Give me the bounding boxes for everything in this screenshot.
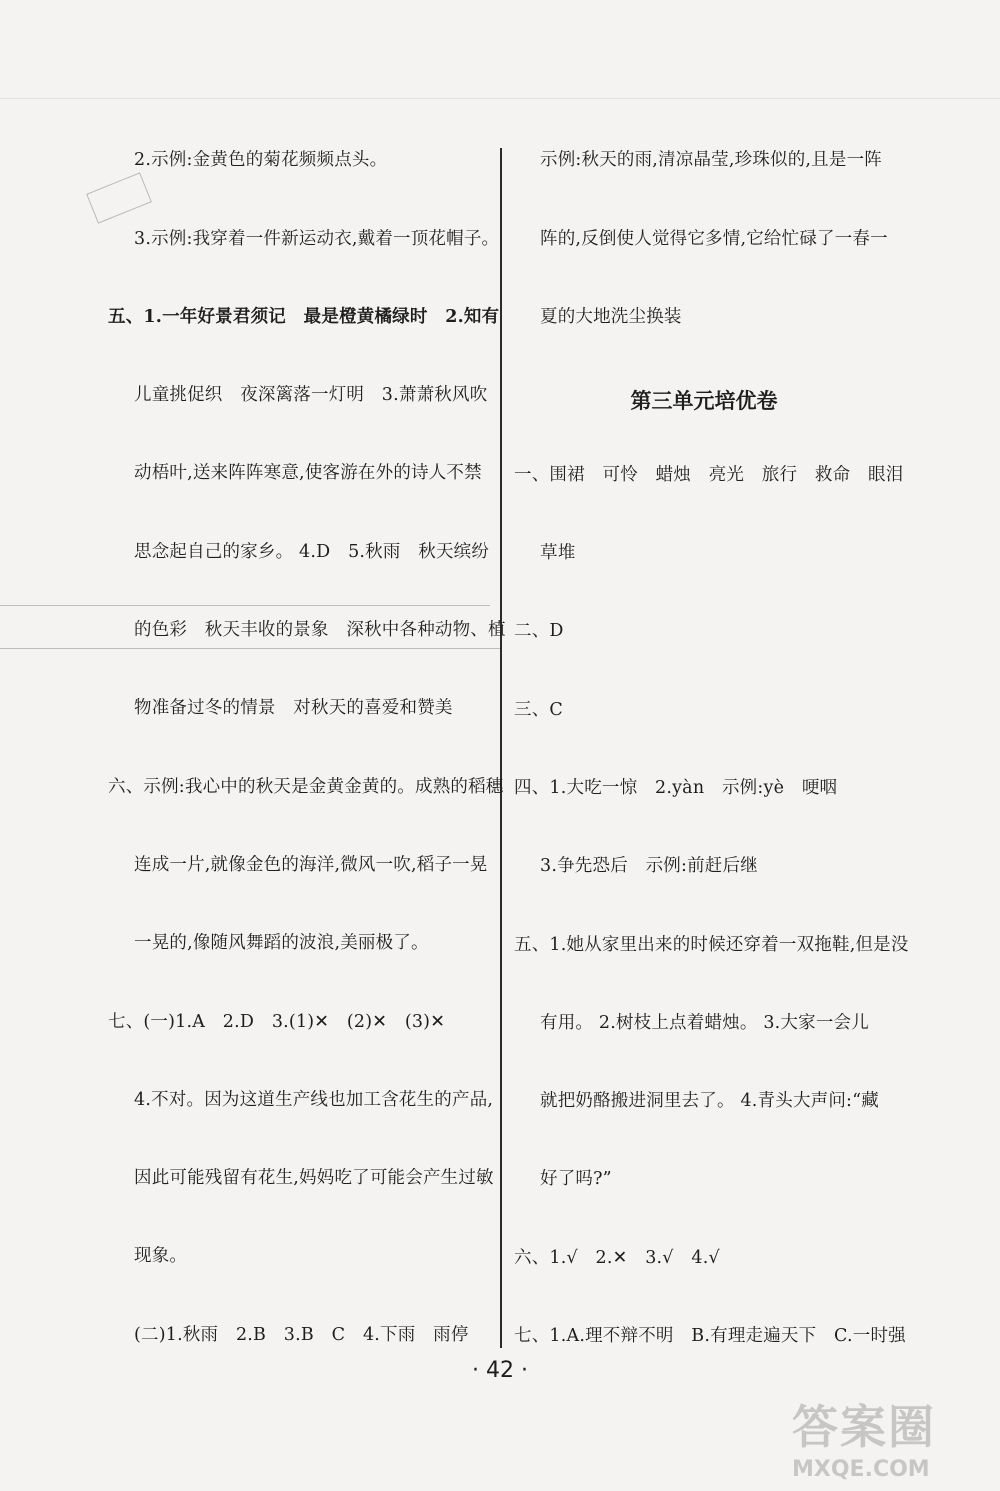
answer-line: 物准备过冬的情景 对秋天的喜爱和赞美 (134, 698, 453, 718)
watermark-url: MXQE.COM (792, 1457, 930, 1482)
answer-line: 一晃的,像随风舞蹈的波浪,美丽极了。 (134, 933, 429, 953)
page-number: · 42 · (472, 1358, 528, 1383)
answer-line: 儿童挑促织 夜深篱落一灯明 3.萧萧秋风吹 (134, 385, 488, 405)
answer-line: 好了吗?” (540, 1169, 612, 1189)
answer-line: 就把奶酪搬进洞里去了。 4.青头大声问:“藏 (540, 1091, 880, 1111)
answer-line: 思念起自己的家乡。 4.D 5.秋雨 秋天缤纷 (134, 542, 490, 562)
answer-line: 二、D (514, 621, 564, 641)
answer-line: 示例:秋天的雨,清凉晶莹,珍珠似的,且是一阵 (540, 150, 882, 170)
answer-line: 六、1.√ 2.✕ 3.√ 4.√ (514, 1248, 720, 1268)
answer-line: 五、1.她从家里出来的时候还穿着一双拖鞋,但是没 (514, 935, 909, 955)
answer-line: 3.争先恐后 示例:前赶后继 (540, 856, 758, 876)
scan-line (0, 98, 1000, 99)
answer-line: 连成一片,就像金色的海洋,微风一吹,稻子一晃 (134, 855, 488, 875)
answer-line: 七、(一)1.A 2.D 3.(1)✕ (2)✕ (3)✕ (108, 1012, 446, 1032)
watermark-logo (792, 1391, 982, 1481)
answer-line: 动梧叶,送来阵阵寒意,使客游在外的诗人不禁 (134, 463, 482, 483)
section-heading: 第三单元培优卷 (630, 389, 778, 413)
answer-line: 现象。 (134, 1246, 188, 1266)
stamp-mark (86, 172, 152, 223)
watermark-text: 答案圈 (792, 1400, 936, 1454)
answer-line: 六、示例:我心中的秋天是金黄金黄的。成熟的稻穗 (108, 777, 504, 797)
answer-line: 有用。 2.树枝上点着蜡烛。 3.大家一会儿 (540, 1013, 869, 1033)
answer-line: (二)1.秋雨 2.B 3.B C 4.下雨 雨停 (134, 1325, 469, 1345)
answer-line: 4.不对。因为这道生产线也加工含花生的产品, (134, 1090, 494, 1110)
answer-line: 因此可能残留有花生,妈妈吃了可能会产生过敏 (134, 1168, 494, 1188)
answer-line: 三、C (514, 700, 563, 720)
answer-line: 草堆 (540, 543, 576, 563)
scan-line (0, 605, 490, 606)
answer-line: 阵的,反倒使人觉得它多情,它给忙碌了一春一 (540, 229, 888, 249)
column-divider (500, 148, 502, 1348)
answer-line: 四、1.大吃一惊 2.yàn 示例:yè 哽咽 (514, 778, 838, 798)
answer-line: 3.示例:我穿着一件新运动衣,戴着一顶花帽子。 (134, 229, 500, 249)
answer-line: 夏的大地洗尘换装 (540, 307, 682, 327)
scan-line (0, 648, 500, 649)
answer-line: 的色彩 秋天丰收的景象 深秋中各种动物、植 (134, 620, 506, 640)
answer-line: 七、1.A.理不辩不明 B.有理走遍天下 C.一时强 (514, 1326, 906, 1346)
answer-line: 一、围裙 可怜 蜡烛 亮光 旅行 救命 眼泪 (514, 465, 904, 485)
answer-line: 五、1.一年好景君须记 最是橙黄橘绿时 2.知有 (108, 307, 500, 327)
answer-line: 2.示例:金黄色的菊花频频点头。 (134, 150, 388, 170)
